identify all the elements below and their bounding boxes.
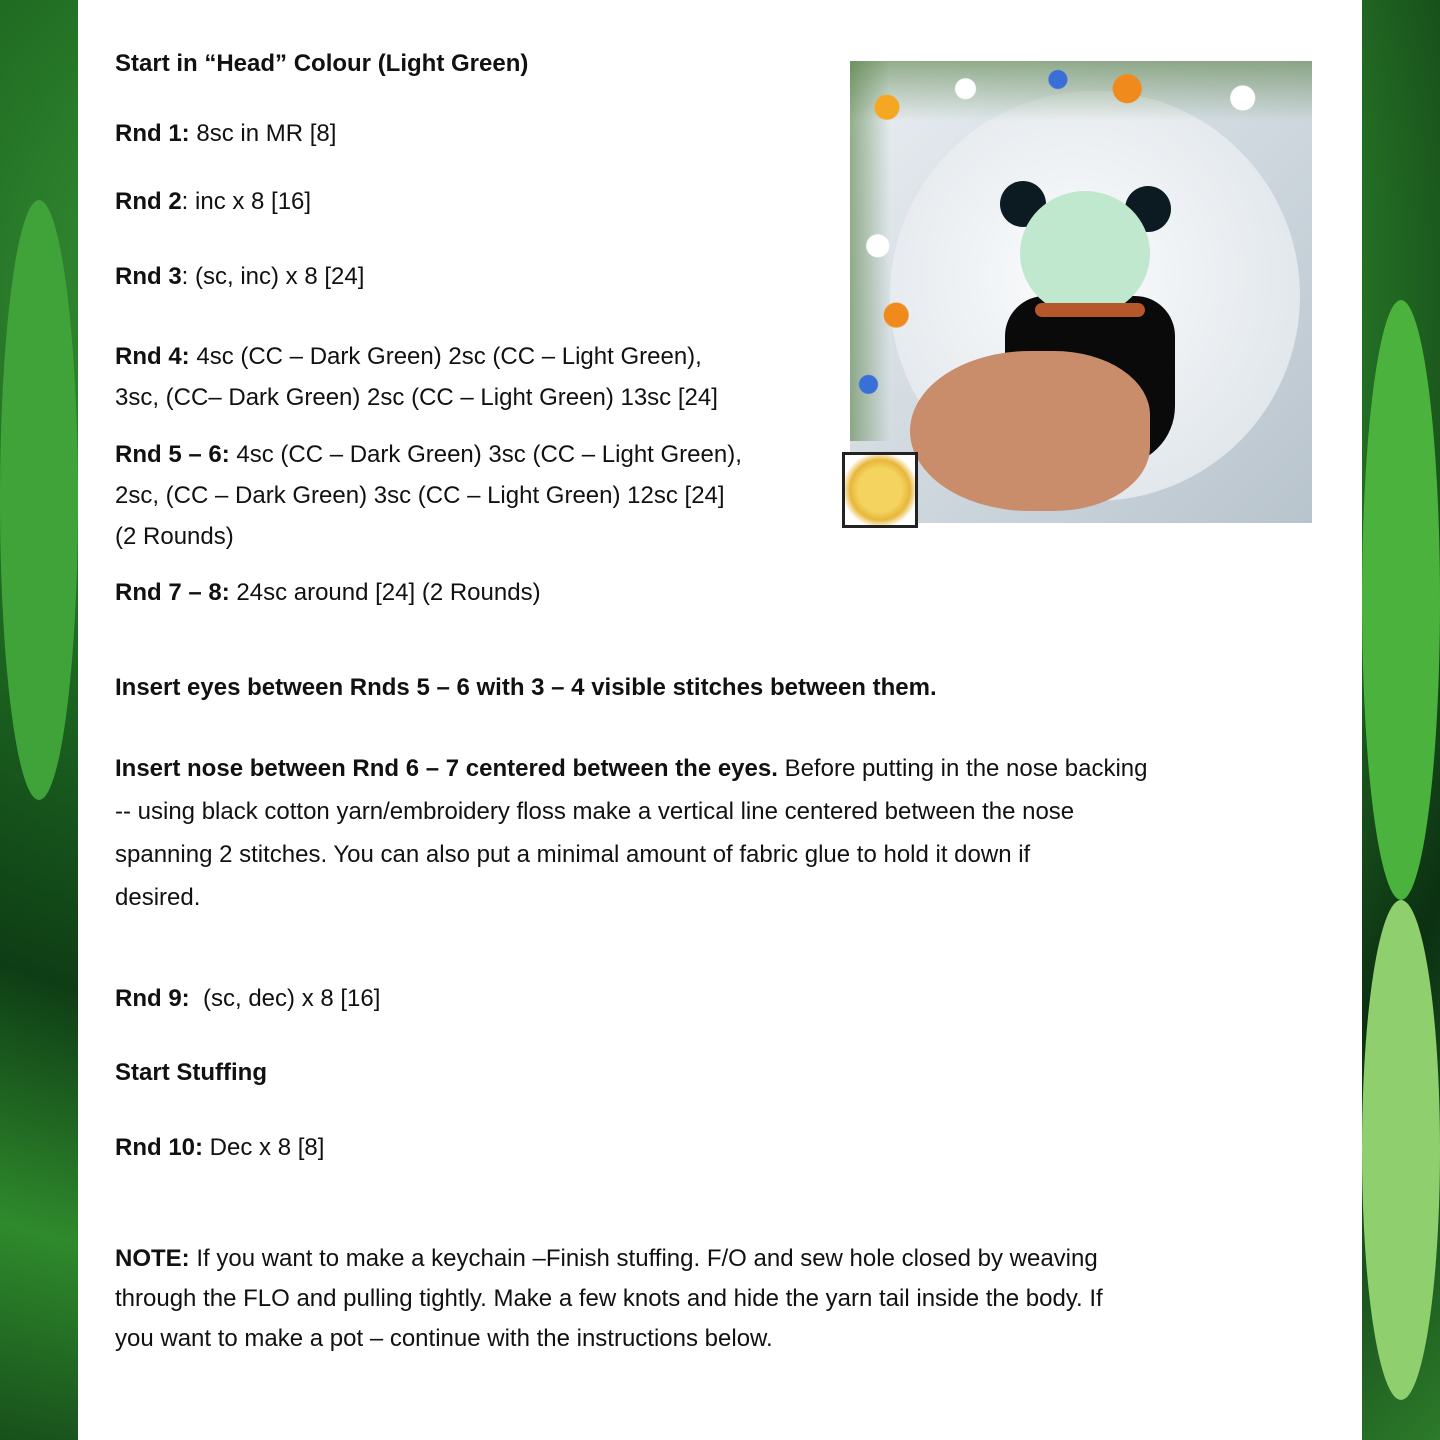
leaf-background	[1362, 900, 1440, 1400]
panda-amigurumi-photo	[850, 61, 1312, 523]
designer-avatar	[842, 452, 918, 528]
leaf-background	[0, 200, 78, 800]
pattern-page	[78, 0, 1362, 1440]
round-3: Rnd 3: (sc, inc) x 8 [24]	[115, 263, 365, 290]
nose-instruction: Insert nose between Rnd 6 – 7 centered between the eyes. Before putting in the nose backing -- using black cotton yarn/embroidery floss make a vertical line centered between the nose spanning 2 stitches. You can also put a minimal amount of fabric glue to hold it down if desired.	[115, 755, 1148, 911]
note: NOTE: If you want to make a keychain –Finish stuffing. F/O and sew hole closed by weaving through the FLO and pulling tightly. Make a few knots and hide the yarn tail inside the body. If you want to make a pot – continue with the instructions below.	[115, 1245, 1103, 1352]
eyes-instruction: Insert eyes between Rnds 5 – 6 with 3 – 4 visible stitches between them.	[115, 674, 937, 701]
round-7-8: Rnd 7 – 8: 24sc around [24] (2 Rounds)	[115, 579, 541, 606]
round-4: Rnd 4: 4sc (CC – Dark Green) 2sc (CC – Light Green), 3sc, (CC– Dark Green) 2sc (CC – Light Green) 13sc [24]	[115, 343, 718, 411]
round-2: Rnd 2: inc x 8 [16]	[115, 188, 312, 215]
round-1: Rnd 1: 8sc in MR [8]	[115, 120, 337, 147]
section-title: Start in “Head” Colour (Light Green)	[115, 50, 529, 77]
leaf-background	[1362, 300, 1440, 900]
round-10: Rnd 10: Dec x 8 [8]	[115, 1134, 325, 1161]
start-stuffing: Start Stuffing	[115, 1059, 267, 1086]
round-9: Rnd 9: (sc, dec) x 8 [16]	[115, 985, 381, 1012]
round-5-6: Rnd 5 – 6: 4sc (CC – Dark Green) 3sc (CC – Light Green), 2sc, (CC – Dark Green) 3sc (CC – Light Green) 12sc [24] (2 Rounds)	[115, 441, 742, 550]
